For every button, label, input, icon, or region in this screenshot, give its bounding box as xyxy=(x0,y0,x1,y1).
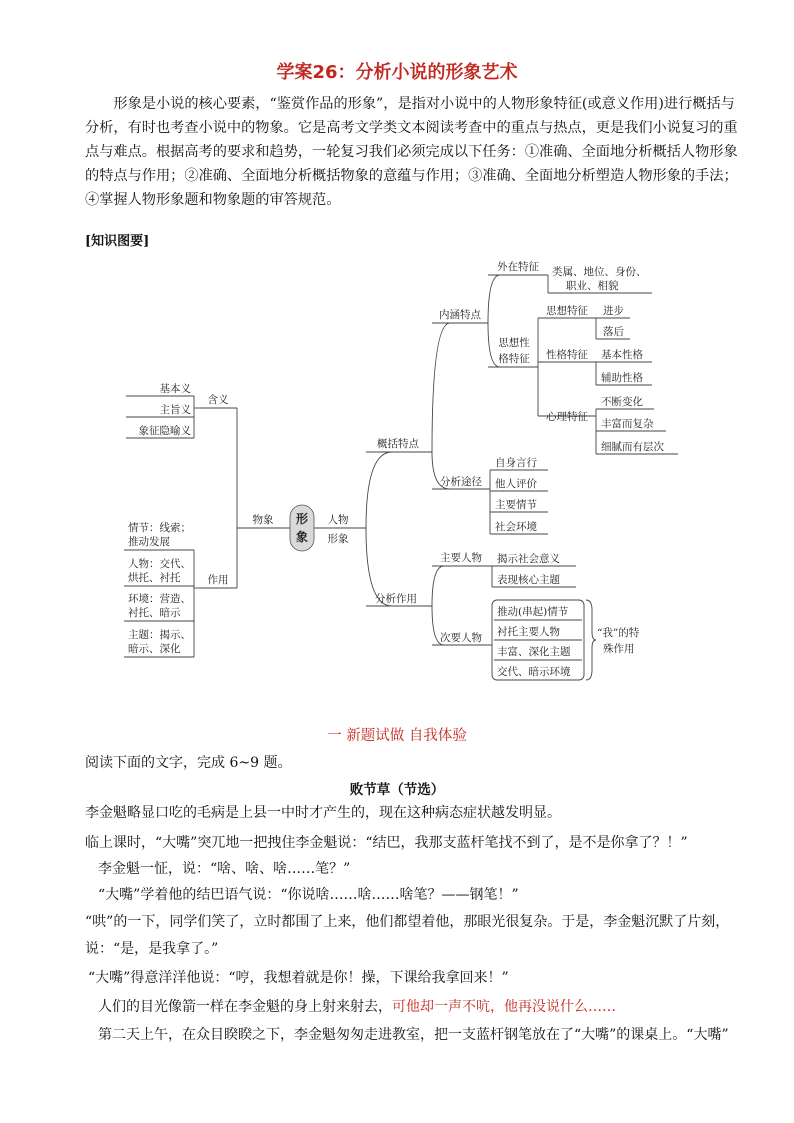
wo-label-1: “我”的特 xyxy=(597,627,640,639)
renwu-label-1: 人物 xyxy=(327,514,349,526)
story-paragraph-3: 李金魁一怔，说：“啥、啥、啥……笔？” xyxy=(98,861,351,877)
zuoyong-item-1b: 推动发展 xyxy=(128,536,170,548)
tujing-label: 分析途径 xyxy=(440,476,482,488)
zuoyong-item-3a: 环境：营造、 xyxy=(128,593,191,605)
instruction-text: 阅读下面的文字，完成 6~9 题。 xyxy=(85,755,292,771)
xinli-item-3: 细腻而有层次 xyxy=(601,441,664,453)
ciyao-label: 次要人物 xyxy=(440,632,482,644)
sixiang-label: 思想特征 xyxy=(546,305,588,317)
story-paragraph-2: 临上课时，“大嘴”突兀地一把拽住李金魁说：“结巴，我那支蓝杆笔找不到了，是不是你拿了？！” xyxy=(85,835,688,851)
center-char-2: 象 xyxy=(295,530,309,544)
zuoyong-item-3b: 衬托、暗示 xyxy=(128,607,181,619)
zuoyong-label: 作用 xyxy=(207,574,229,586)
tujing-item-3: 主要情节 xyxy=(495,499,537,511)
sxxg-label-1: 思想性 xyxy=(498,337,530,349)
xingge-item-1: 基本性格 xyxy=(601,349,643,361)
wuxiang-label: 物象 xyxy=(252,514,274,526)
hanyi-item-1: 基本义 xyxy=(159,383,191,395)
zuoyong-item-4b: 暗示、深化 xyxy=(128,643,181,655)
waizai-item-1: 类属、地位、身份、 xyxy=(552,266,647,278)
story-paragraph-1: 李金魁略显口吃的毛病是上县一中时才产生的，现在这种病态症状越发明显。 xyxy=(85,805,561,821)
knowledge-map-label: [知识图要] xyxy=(85,234,150,249)
tujing-item-4: 社会环境 xyxy=(495,521,537,533)
xingge-item-2: 辅助性格 xyxy=(601,372,643,384)
gaikuo-label: 概括特点 xyxy=(377,438,419,450)
tujing-item-1: 自身言行 xyxy=(495,457,537,469)
sixiang-item-2: 落后 xyxy=(603,326,624,338)
fenxi-zuoyong-label: 分析作用 xyxy=(375,593,417,605)
xinli-item-1: 不断变化 xyxy=(601,396,643,408)
ciyao-item-4: 交代、暗示环境 xyxy=(497,666,571,678)
ciyao-item-3: 丰富、深化主题 xyxy=(497,646,571,658)
zuoyong-item-4a: 主题：揭示、 xyxy=(128,629,191,641)
page-title: 学案26：分析小说的形象艺术 xyxy=(276,62,518,83)
center-char-1: 形 xyxy=(295,512,309,526)
story-paragraph-7 xyxy=(98,996,616,1016)
knowledge-mind-map xyxy=(0,255,794,700)
section-heading: 一 新题试做 自我体验 xyxy=(327,728,467,744)
hanyi-label: 含义 xyxy=(207,394,229,406)
story-paragraph-6: “大嘴”得意洋洋他说：“哼，我想着就是你！操，下课给我拿回来！” xyxy=(88,970,509,986)
xinli-item-2: 丰富而复杂 xyxy=(601,418,654,430)
tujing-item-2: 他人评价 xyxy=(495,478,537,490)
story-paragraph-8: 第二天上午，在众目睽睽之下，李金魁匆匆走进教室，把一支蓝杆钢笔放在了“大嘴”的课桌上。“大嘴” xyxy=(98,1027,729,1043)
story-paragraph-5b: 说：“是，是我拿了。” xyxy=(85,941,219,957)
ciyao-item-1: 推动(串起)情节 xyxy=(497,606,569,618)
wo-label-2: 殊作用 xyxy=(603,643,635,655)
zhuyao-item-1: 揭示社会意义 xyxy=(497,553,560,565)
xinli-label: 心理特征 xyxy=(546,411,588,423)
hanyi-item-2: 主旨义 xyxy=(159,404,191,416)
story-paragraph-4: “大嘴”学着他的结巴语气说：“你说啥……啥……啥笔？——钢笔！” xyxy=(98,887,519,903)
sxxg-label-2: 格特征 xyxy=(498,353,530,365)
xingge-label: 性格特征 xyxy=(546,349,588,361)
zhuyao-label: 主要人物 xyxy=(440,552,482,564)
sixiang-item-1: 进步 xyxy=(603,305,624,317)
zuoyong-item-2b: 烘托、衬托 xyxy=(128,572,181,584)
story-paragraph-5a: “哄”的一下，同学们笑了，立时都围了上来，他们都望着他，那眼光很复杂。于是，李金魁沉默了片刻， xyxy=(85,914,730,930)
story-paragraph-7-main: 人们的目光像箭一样在李金魁的身上射来射去， xyxy=(98,999,392,1015)
neihan-label: 内涵特点 xyxy=(439,309,481,321)
zhuyao-item-2: 表现核心主题 xyxy=(497,574,560,586)
renwu-label-2: 形象 xyxy=(327,533,349,545)
hanyi-item-3: 象征隐喻义 xyxy=(138,425,191,437)
story-paragraph-7-highlight: 可他却一声不吭，他再没说什么…… xyxy=(392,999,616,1015)
waizai-label: 外在特征 xyxy=(497,261,539,273)
waizai-item-2: 职业、相貌 xyxy=(566,280,619,292)
story-title: 败节草（节选） xyxy=(349,782,445,798)
ciyao-item-2: 衬托主要人物 xyxy=(497,626,560,638)
zuoyong-item-1a: 情节：线索； xyxy=(128,522,191,534)
zuoyong-item-2a: 人物：交代、 xyxy=(128,558,191,570)
intro-paragraph: 形象是小说的核心要素，“鉴赏作品的形象”，是指对小说中的人物形象特征(或意义作用)进行概括与分析，有时也考查小说中的物象。它是高考文学类文本阅读考查中的重点与热点，更是我们小说复习的重点与难点。根据高考的要求和趋势，一轮复习我们必须完成以下任务：①准确、全面地分析概括人物形象的特点与作用；②准确、全面地分析概括物象的意蕴与作用；③准确、全面地分析塑造人物形象的手法；④掌握人物形象题和物象题的审答规范。 xyxy=(85,96,738,208)
